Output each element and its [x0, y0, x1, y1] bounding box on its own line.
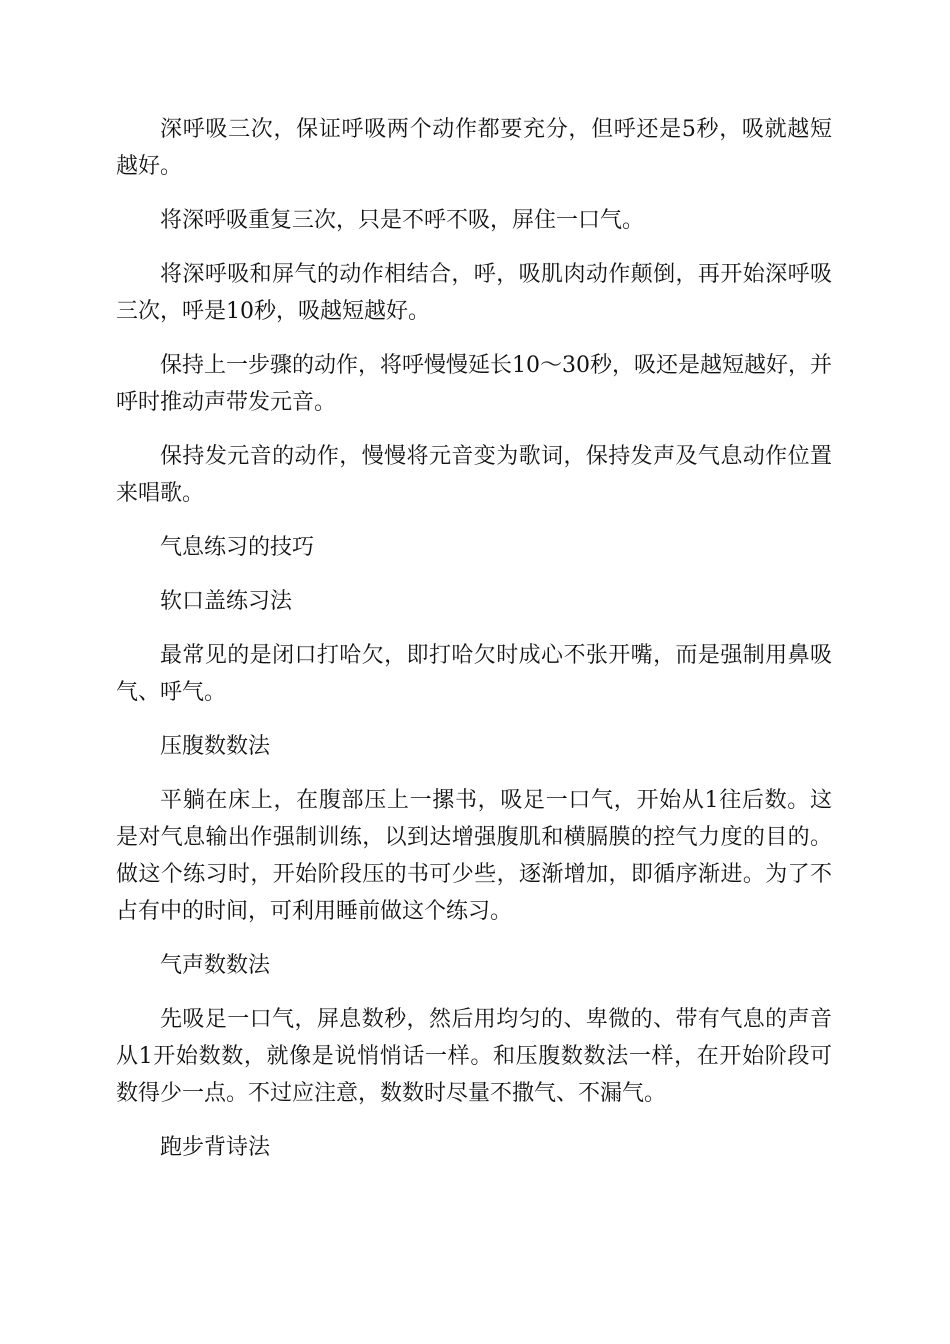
subsection-heading: 软口盖练习法	[160, 589, 293, 614]
paragraph: 保持上一步骤的动作，将呼慢慢延长10～30秒，吸还是越短越好，并呼时推动声带发元音。	[116, 353, 832, 415]
subsection-heading: 压腹数数法	[160, 734, 271, 759]
paragraph: 将深呼吸重复三次，只是不呼不吸，屏住一口气。	[160, 208, 645, 233]
paragraph: 最常见的是闭口打哈欠，即打哈欠时成心不张开嘴，而是强制用鼻吸气、呼气。	[116, 643, 832, 705]
paragraph: 平躺在床上，在腹部压上一摞书，吸足一口气，开始从1往后数。这是对气息输出作强制训练，以到达增强腹肌和横膈膜的控气力度的目的。做这个练习时，开始阶段压的书可少些，逐渐增加，即循序渐进。为了不占有中的时间，可利用睡前做这个练习。	[116, 788, 832, 924]
paragraph: 深呼吸三次，保证呼吸两个动作都要充分，但呼还是5秒，吸就越短越好。	[116, 117, 832, 179]
section-heading: 气息练习的技巧	[160, 535, 315, 560]
subsection-heading: 气声数数法	[160, 953, 271, 978]
document-body	[116, 111, 832, 1183]
subsection-heading: 跑步背诗法	[160, 1135, 271, 1160]
paragraph: 将深呼吸和屏气的动作相结合，呼，吸肌肉动作颠倒，再开始深呼吸三次，呼是10秒，吸越短越好。	[116, 262, 832, 324]
paragraph: 保持发元音的动作，慢慢将元音变为歌词，保持发声及气息动作位置来唱歌。	[116, 444, 832, 506]
paragraph: 先吸足一口气，屏息数秒，然后用均匀的、卑微的、带有气息的声音从1开始数数，就像是说悄悄话一样。和压腹数数法一样，在开始阶段可数得少一点。不过应注意，数数时尽量不撒气、不漏气。	[116, 1007, 832, 1106]
